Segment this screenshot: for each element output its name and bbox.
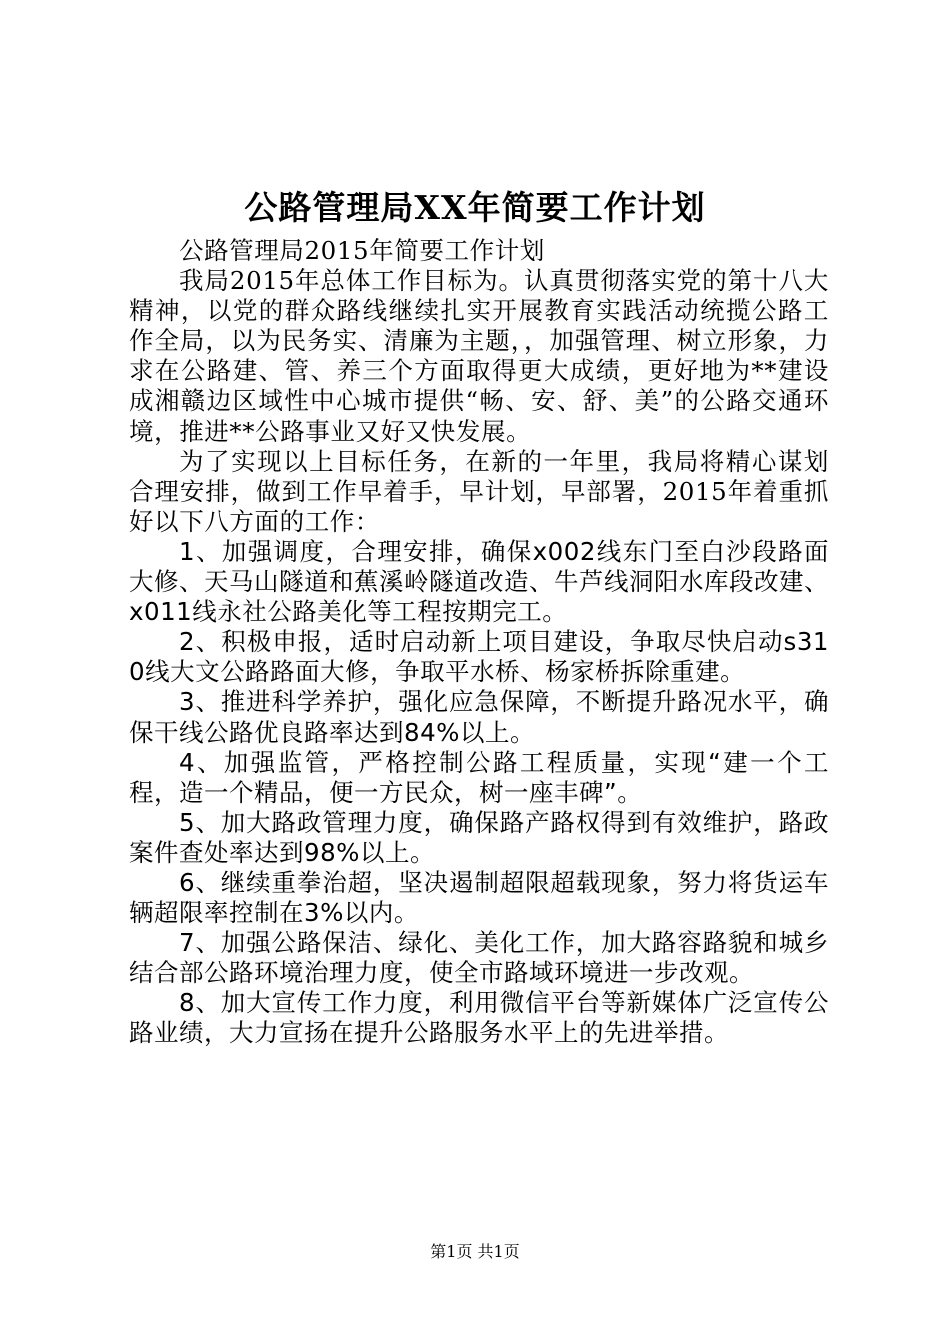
- subtitle-paragraph: 公路管理局2015年简要工作计划: [179, 236, 545, 265]
- plan-item-2: 2、积极申报，适时启动新上项目建设，争取尽快启动s310线大文公路路面大修，争取平水桥、杨家桥拆除重建。: [129, 627, 829, 687]
- plan-item-3: 3、推进科学养护，强化应急保障，不断提升路况水平，确保干线公路优良路率达到84%以上。: [129, 687, 829, 747]
- document-title: 公路管理局XX年简要工作计划: [244, 188, 706, 227]
- page-footer: 第1页 共1页: [430, 1242, 520, 1261]
- plan-item-8: 8、加大宣传工作力度，利用微信平台等新媒体广泛宣传公路业绩，大力宣扬在提升公路服务水平上的先进举措。: [129, 988, 829, 1048]
- transition-paragraph: 为了实现以上目标任务，在新的一年里，我局将精心谋划合理安排，做到工作早着手，早计划，早部署，2015年着重抓好以下八方面的工作：: [129, 446, 829, 536]
- plan-item-7: 7、加强公路保洁、绿化、美化工作，加大路容路貌和城乡结合部公路环境治理力度，使全市路域环境进一步改观。: [129, 928, 829, 988]
- plan-item-6: 6、继续重拳治超，坚决遏制超限超载现象，努力将货运车辆超限率控制在3%以内。: [129, 867, 829, 928]
- plan-item-4: 4、加强监管，严格控制公路工程质量，实现“建一个工程，造一个精品，便一方民众，树一座丰碑”。: [129, 747, 829, 807]
- plan-item-5: 5、加大路政管理力度，确保路产路权得到有效维护，路政案件查处率达到98%以上。: [129, 807, 829, 867]
- plan-item-1: 1、加强调度，合理安排，确保x002线东门至白沙段路面大修、天马山隧道和蕉溪岭隧道改造、牛芦线洞阳水库段改建、x011线永社公路美化等工程按期完工。: [129, 536, 829, 627]
- intro-paragraph: 我局2015年总体工作目标为。认真贯彻落实党的第十八大精神，以党的群众路线继续扎实开展教育实践活动统揽公路工作全局，以为民务实、清廉为主题，，加强管理、树立形象，力求在公路建、管、养三个方面取得更大成绩，更好地为**建设成湘赣边区域性中心城市提供“畅、安、舒、美”的公路交通环境，推进**公路事业又好又快发展。: [129, 266, 829, 446]
- document-body: [129, 236, 829, 1049]
